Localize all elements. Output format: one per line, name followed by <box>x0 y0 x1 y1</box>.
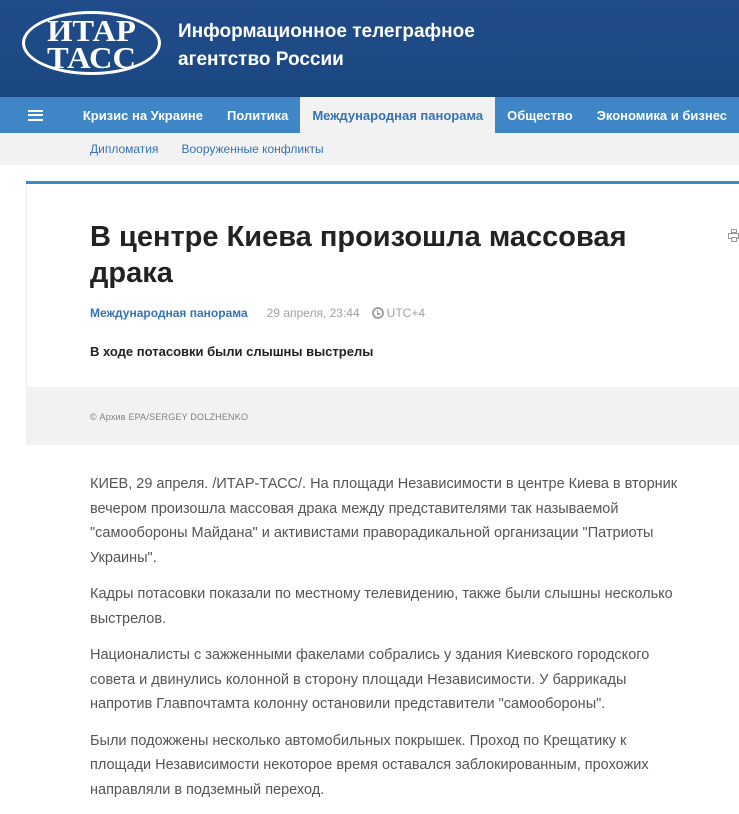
nav-item-international[interactable]: Международная панорама <box>300 97 495 133</box>
article-left-divider <box>26 184 27 387</box>
site-header <box>0 0 739 97</box>
slogan-line2: агентство России <box>178 49 344 70</box>
slogan-line1: Информационное телеграфное <box>178 21 475 42</box>
article-top-border <box>26 181 739 184</box>
hamburger-menu-icon <box>28 110 43 121</box>
subnav-item-diplomacy[interactable]: Дипломатия <box>90 142 159 156</box>
itar-tass-logo[interactable] <box>22 11 161 75</box>
article-category-link[interactable]: Международная панорама <box>90 306 248 320</box>
article-body <box>90 472 690 814</box>
article-timezone: UTC+4 <box>386 306 425 320</box>
nav-item-ukraine-crisis[interactable]: Кризис на Украине <box>82 107 204 123</box>
article-paragraph: Кадры потасовки показали по местному телевидению, также были слышны несколько выстрелов. <box>90 586 673 627</box>
article-date: 29 апреля, 23:44 <box>266 306 360 320</box>
photo-credit: © Архив EPA/SERGEY DOLZHENKO <box>90 412 249 422</box>
logo-text-line1: ИТАР <box>47 13 136 48</box>
nav-item-politics[interactable]: Политика <box>227 107 289 123</box>
site-slogan <box>178 18 538 74</box>
sub-nav <box>0 133 739 165</box>
logo-text-line2: ТАСС <box>46 40 136 75</box>
print-icon[interactable] <box>728 229 739 242</box>
menu-button[interactable] <box>0 97 71 133</box>
article-title: В центре Киева произошла массовая драка <box>90 221 627 289</box>
article-header <box>90 219 690 291</box>
article-lead: В ходе потасовки были слышны выстрелы <box>90 344 374 359</box>
nav-item-economy[interactable]: Экономика и бизнес <box>596 107 727 123</box>
article-meta <box>90 306 425 320</box>
main-nav <box>0 97 739 133</box>
article-paragraph: Националисты с зажженными факелами собрались у здания Киевского городского совета и двинулись колонной в сторону площади Независимости. У баррикады напротив Главпочтамта колонну остановили представители "самообороны". <box>90 647 650 712</box>
subnav-item-armed-conflicts[interactable]: Вооруженные конфликты <box>181 142 324 156</box>
nav-item-society[interactable]: Общество <box>507 107 573 123</box>
clock-icon <box>372 307 384 319</box>
article-paragraph: Были подожжены несколько автомобильных покрышек. Проход по Крещатику к площади Независимости некоторое время оставался заблокированным, прохожих направляли в подземный переход. <box>90 732 649 798</box>
article-paragraph: КИЕВ, 29 апреля. /ИТАР-ТАСС/. На площади Независимости в центре Киева в вторник вечером произошла массовая драка между представителями так называемой "самообороны Майдана" и активистами праворадикальной организации "Патриоты Украины". <box>90 476 678 566</box>
